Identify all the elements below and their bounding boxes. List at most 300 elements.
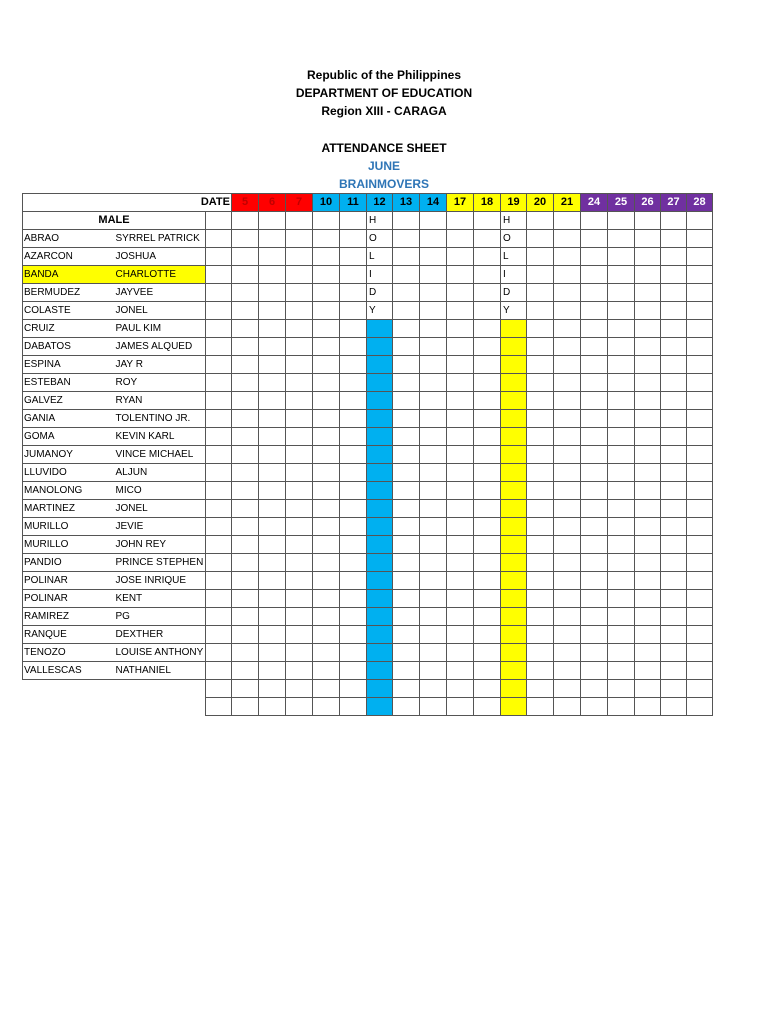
attendance-cell[interactable]: [661, 266, 687, 284]
attendance-cell[interactable]: [635, 356, 661, 374]
attendance-cell[interactable]: [393, 248, 420, 266]
attendance-cell[interactable]: [313, 212, 340, 230]
attendance-cell[interactable]: [687, 446, 713, 464]
attendance-cell[interactable]: [687, 428, 713, 446]
attendance-cell[interactable]: [232, 536, 259, 554]
attendance-cell[interactable]: [286, 626, 313, 644]
attendance-cell[interactable]: [527, 680, 554, 698]
attendance-cell[interactable]: [420, 302, 447, 320]
attendance-cell[interactable]: [232, 320, 259, 338]
attendance-cell[interactable]: [420, 428, 447, 446]
attendance-cell[interactable]: [687, 212, 713, 230]
attendance-cell[interactable]: [313, 482, 340, 500]
attendance-cell[interactable]: [661, 482, 687, 500]
attendance-cell[interactable]: [259, 320, 286, 338]
attendance-cell[interactable]: [206, 662, 232, 680]
attendance-cell[interactable]: [286, 392, 313, 410]
attendance-cell[interactable]: [286, 500, 313, 518]
attendance-cell[interactable]: [206, 608, 232, 626]
attendance-cell[interactable]: [313, 392, 340, 410]
attendance-cell[interactable]: [259, 356, 286, 374]
attendance-cell[interactable]: [527, 266, 554, 284]
attendance-cell[interactable]: [286, 536, 313, 554]
attendance-cell[interactable]: [661, 572, 687, 590]
attendance-cell[interactable]: [340, 572, 367, 590]
attendance-cell[interactable]: [259, 248, 286, 266]
attendance-cell[interactable]: [608, 266, 635, 284]
attendance-cell[interactable]: [581, 644, 608, 662]
attendance-cell[interactable]: [608, 482, 635, 500]
attendance-cell[interactable]: [661, 554, 687, 572]
attendance-cell[interactable]: [340, 212, 367, 230]
attendance-cell[interactable]: [447, 338, 474, 356]
attendance-cell[interactable]: [393, 554, 420, 572]
attendance-cell[interactable]: [608, 212, 635, 230]
attendance-cell[interactable]: [474, 554, 501, 572]
attendance-cell[interactable]: [340, 554, 367, 572]
attendance-cell[interactable]: [313, 680, 340, 698]
attendance-cell[interactable]: [635, 500, 661, 518]
attendance-cell[interactable]: [554, 356, 581, 374]
attendance-cell[interactable]: [687, 230, 713, 248]
attendance-cell[interactable]: [313, 518, 340, 536]
attendance-cell[interactable]: [554, 680, 581, 698]
attendance-cell[interactable]: [259, 428, 286, 446]
attendance-cell[interactable]: [661, 356, 687, 374]
attendance-cell[interactable]: [420, 212, 447, 230]
attendance-cell[interactable]: [232, 284, 259, 302]
attendance-cell[interactable]: [661, 410, 687, 428]
attendance-cell[interactable]: [393, 662, 420, 680]
attendance-cell[interactable]: [206, 626, 232, 644]
attendance-cell[interactable]: [581, 626, 608, 644]
attendance-cell[interactable]: [608, 554, 635, 572]
attendance-cell[interactable]: [286, 356, 313, 374]
attendance-cell[interactable]: [393, 230, 420, 248]
attendance-cell[interactable]: [286, 266, 313, 284]
attendance-cell[interactable]: [393, 518, 420, 536]
attendance-cell[interactable]: [420, 662, 447, 680]
attendance-cell[interactable]: [420, 608, 447, 626]
attendance-cell[interactable]: [608, 500, 635, 518]
attendance-cell[interactable]: [661, 608, 687, 626]
attendance-cell[interactable]: [635, 590, 661, 608]
attendance-cell[interactable]: [635, 428, 661, 446]
attendance-cell[interactable]: [635, 464, 661, 482]
attendance-cell[interactable]: [420, 518, 447, 536]
attendance-cell[interactable]: [340, 518, 367, 536]
attendance-cell[interactable]: [313, 284, 340, 302]
attendance-cell[interactable]: [420, 338, 447, 356]
attendance-cell[interactable]: [340, 482, 367, 500]
attendance-cell[interactable]: [687, 698, 713, 716]
attendance-cell[interactable]: [420, 392, 447, 410]
attendance-cell[interactable]: [232, 374, 259, 392]
attendance-cell[interactable]: [581, 248, 608, 266]
attendance-cell[interactable]: [313, 338, 340, 356]
attendance-cell[interactable]: [554, 230, 581, 248]
attendance-cell[interactable]: [474, 374, 501, 392]
attendance-cell[interactable]: [313, 356, 340, 374]
attendance-cell[interactable]: [687, 464, 713, 482]
attendance-cell[interactable]: [635, 536, 661, 554]
attendance-cell[interactable]: [554, 464, 581, 482]
attendance-cell[interactable]: [687, 392, 713, 410]
attendance-cell[interactable]: [206, 212, 232, 230]
attendance-cell[interactable]: [474, 248, 501, 266]
attendance-cell[interactable]: [286, 698, 313, 716]
attendance-cell[interactable]: [581, 320, 608, 338]
attendance-cell[interactable]: [447, 230, 474, 248]
attendance-cell[interactable]: [527, 518, 554, 536]
attendance-cell[interactable]: [581, 230, 608, 248]
attendance-cell[interactable]: [232, 248, 259, 266]
attendance-cell[interactable]: [687, 626, 713, 644]
attendance-cell[interactable]: [206, 536, 232, 554]
attendance-cell[interactable]: [340, 608, 367, 626]
attendance-cell[interactable]: [420, 248, 447, 266]
attendance-cell[interactable]: [474, 320, 501, 338]
attendance-cell[interactable]: [447, 536, 474, 554]
attendance-cell[interactable]: [420, 626, 447, 644]
attendance-cell[interactable]: [554, 500, 581, 518]
attendance-cell[interactable]: [313, 698, 340, 716]
attendance-cell[interactable]: [581, 518, 608, 536]
attendance-cell[interactable]: [206, 500, 232, 518]
attendance-cell[interactable]: [313, 608, 340, 626]
attendance-cell[interactable]: [393, 608, 420, 626]
attendance-cell[interactable]: [259, 554, 286, 572]
attendance-cell[interactable]: [232, 338, 259, 356]
attendance-cell[interactable]: [232, 626, 259, 644]
attendance-cell[interactable]: [527, 608, 554, 626]
attendance-cell[interactable]: [232, 446, 259, 464]
attendance-cell[interactable]: [447, 608, 474, 626]
attendance-cell[interactable]: [286, 410, 313, 428]
attendance-cell[interactable]: [286, 428, 313, 446]
attendance-cell[interactable]: [447, 590, 474, 608]
attendance-cell[interactable]: [393, 482, 420, 500]
attendance-cell[interactable]: [447, 302, 474, 320]
attendance-cell[interactable]: [527, 392, 554, 410]
attendance-cell[interactable]: [687, 338, 713, 356]
attendance-cell[interactable]: [286, 464, 313, 482]
attendance-cell[interactable]: [581, 482, 608, 500]
attendance-cell[interactable]: [527, 626, 554, 644]
attendance-cell[interactable]: [474, 626, 501, 644]
attendance-cell[interactable]: [393, 500, 420, 518]
attendance-cell[interactable]: [340, 284, 367, 302]
attendance-cell[interactable]: [393, 698, 420, 716]
attendance-cell[interactable]: [420, 410, 447, 428]
attendance-cell[interactable]: [232, 428, 259, 446]
attendance-cell[interactable]: [232, 554, 259, 572]
attendance-cell[interactable]: [393, 356, 420, 374]
attendance-cell[interactable]: [474, 302, 501, 320]
attendance-cell[interactable]: [581, 500, 608, 518]
attendance-cell[interactable]: [420, 464, 447, 482]
attendance-cell[interactable]: [635, 554, 661, 572]
attendance-cell[interactable]: [554, 374, 581, 392]
attendance-cell[interactable]: [527, 248, 554, 266]
attendance-cell[interactable]: [554, 320, 581, 338]
attendance-cell[interactable]: [206, 374, 232, 392]
attendance-cell[interactable]: [661, 680, 687, 698]
attendance-cell[interactable]: [554, 482, 581, 500]
attendance-cell[interactable]: [687, 590, 713, 608]
attendance-cell[interactable]: [286, 248, 313, 266]
attendance-cell[interactable]: [687, 680, 713, 698]
attendance-cell[interactable]: [313, 626, 340, 644]
attendance-cell[interactable]: [206, 410, 232, 428]
attendance-cell[interactable]: [635, 284, 661, 302]
attendance-cell[interactable]: [340, 446, 367, 464]
attendance-cell[interactable]: [687, 266, 713, 284]
attendance-cell[interactable]: [608, 392, 635, 410]
attendance-cell[interactable]: [286, 446, 313, 464]
attendance-cell[interactable]: [313, 320, 340, 338]
attendance-cell[interactable]: [527, 644, 554, 662]
attendance-cell[interactable]: [420, 284, 447, 302]
attendance-cell[interactable]: [661, 662, 687, 680]
attendance-cell[interactable]: [474, 212, 501, 230]
attendance-cell[interactable]: [286, 302, 313, 320]
attendance-cell[interactable]: [447, 392, 474, 410]
attendance-cell[interactable]: [581, 590, 608, 608]
attendance-cell[interactable]: [474, 266, 501, 284]
attendance-cell[interactable]: [447, 482, 474, 500]
attendance-cell[interactable]: [313, 302, 340, 320]
attendance-cell[interactable]: [635, 338, 661, 356]
attendance-cell[interactable]: [554, 284, 581, 302]
attendance-cell[interactable]: [206, 464, 232, 482]
attendance-cell[interactable]: [581, 662, 608, 680]
attendance-cell[interactable]: [393, 284, 420, 302]
attendance-cell[interactable]: [554, 392, 581, 410]
attendance-cell[interactable]: [206, 356, 232, 374]
attendance-cell[interactable]: [608, 446, 635, 464]
attendance-cell[interactable]: [206, 266, 232, 284]
attendance-cell[interactable]: [420, 320, 447, 338]
attendance-cell[interactable]: [581, 554, 608, 572]
attendance-cell[interactable]: [581, 446, 608, 464]
attendance-cell[interactable]: [527, 464, 554, 482]
attendance-cell[interactable]: [635, 572, 661, 590]
attendance-cell[interactable]: [635, 302, 661, 320]
attendance-cell[interactable]: [527, 356, 554, 374]
attendance-cell[interactable]: [286, 572, 313, 590]
attendance-cell[interactable]: [313, 248, 340, 266]
attendance-cell[interactable]: [608, 590, 635, 608]
attendance-cell[interactable]: [635, 482, 661, 500]
attendance-cell[interactable]: [340, 392, 367, 410]
attendance-cell[interactable]: [635, 608, 661, 626]
attendance-cell[interactable]: [474, 590, 501, 608]
attendance-cell[interactable]: [206, 230, 232, 248]
attendance-cell[interactable]: [581, 464, 608, 482]
attendance-cell[interactable]: [608, 356, 635, 374]
attendance-cell[interactable]: [259, 500, 286, 518]
attendance-cell[interactable]: [340, 230, 367, 248]
attendance-cell[interactable]: [554, 410, 581, 428]
attendance-cell[interactable]: [259, 266, 286, 284]
attendance-cell[interactable]: [393, 464, 420, 482]
attendance-cell[interactable]: [527, 536, 554, 554]
attendance-cell[interactable]: [447, 680, 474, 698]
attendance-cell[interactable]: [554, 608, 581, 626]
attendance-cell[interactable]: [581, 266, 608, 284]
attendance-cell[interactable]: [259, 680, 286, 698]
attendance-cell[interactable]: [447, 320, 474, 338]
attendance-cell[interactable]: [420, 500, 447, 518]
attendance-cell[interactable]: [554, 554, 581, 572]
attendance-cell[interactable]: [393, 428, 420, 446]
attendance-cell[interactable]: [259, 302, 286, 320]
attendance-cell[interactable]: [259, 608, 286, 626]
attendance-cell[interactable]: [232, 662, 259, 680]
attendance-cell[interactable]: [340, 248, 367, 266]
attendance-cell[interactable]: [340, 662, 367, 680]
attendance-cell[interactable]: [554, 662, 581, 680]
attendance-cell[interactable]: [447, 500, 474, 518]
attendance-cell[interactable]: [687, 608, 713, 626]
attendance-cell[interactable]: [554, 338, 581, 356]
attendance-cell[interactable]: [474, 698, 501, 716]
attendance-cell[interactable]: [232, 302, 259, 320]
attendance-cell[interactable]: [554, 212, 581, 230]
attendance-cell[interactable]: [447, 644, 474, 662]
attendance-cell[interactable]: [259, 626, 286, 644]
attendance-cell[interactable]: [313, 590, 340, 608]
attendance-cell[interactable]: [259, 518, 286, 536]
attendance-cell[interactable]: [313, 428, 340, 446]
attendance-cell[interactable]: [661, 698, 687, 716]
attendance-cell[interactable]: [661, 374, 687, 392]
attendance-cell[interactable]: [608, 698, 635, 716]
attendance-cell[interactable]: [581, 392, 608, 410]
attendance-cell[interactable]: [581, 680, 608, 698]
attendance-cell[interactable]: [447, 374, 474, 392]
attendance-cell[interactable]: [259, 212, 286, 230]
attendance-cell[interactable]: [608, 662, 635, 680]
attendance-cell[interactable]: [608, 230, 635, 248]
attendance-cell[interactable]: [420, 356, 447, 374]
attendance-cell[interactable]: [474, 680, 501, 698]
attendance-cell[interactable]: [206, 302, 232, 320]
attendance-cell[interactable]: [206, 572, 232, 590]
attendance-cell[interactable]: [340, 464, 367, 482]
attendance-cell[interactable]: [259, 230, 286, 248]
attendance-cell[interactable]: [232, 518, 259, 536]
attendance-cell[interactable]: [447, 356, 474, 374]
attendance-cell[interactable]: [635, 374, 661, 392]
attendance-cell[interactable]: [420, 644, 447, 662]
attendance-cell[interactable]: [447, 464, 474, 482]
attendance-cell[interactable]: [340, 644, 367, 662]
attendance-cell[interactable]: [474, 446, 501, 464]
attendance-cell[interactable]: [259, 374, 286, 392]
attendance-cell[interactable]: [420, 374, 447, 392]
attendance-cell[interactable]: [527, 590, 554, 608]
attendance-cell[interactable]: [313, 536, 340, 554]
attendance-cell[interactable]: [527, 212, 554, 230]
attendance-cell[interactable]: [527, 374, 554, 392]
attendance-cell[interactable]: [661, 320, 687, 338]
attendance-cell[interactable]: [313, 446, 340, 464]
attendance-cell[interactable]: [232, 698, 259, 716]
attendance-cell[interactable]: [554, 302, 581, 320]
attendance-cell[interactable]: [581, 302, 608, 320]
attendance-cell[interactable]: [393, 212, 420, 230]
attendance-cell[interactable]: [608, 608, 635, 626]
attendance-cell[interactable]: [259, 446, 286, 464]
attendance-cell[interactable]: [420, 590, 447, 608]
attendance-cell[interactable]: [259, 662, 286, 680]
attendance-cell[interactable]: [581, 698, 608, 716]
attendance-cell[interactable]: [340, 590, 367, 608]
attendance-cell[interactable]: [340, 338, 367, 356]
attendance-cell[interactable]: [447, 446, 474, 464]
attendance-cell[interactable]: [447, 248, 474, 266]
attendance-cell[interactable]: [286, 284, 313, 302]
attendance-cell[interactable]: [687, 356, 713, 374]
attendance-cell[interactable]: [608, 680, 635, 698]
attendance-cell[interactable]: [206, 446, 232, 464]
attendance-cell[interactable]: [474, 410, 501, 428]
attendance-cell[interactable]: [687, 518, 713, 536]
attendance-cell[interactable]: [608, 464, 635, 482]
attendance-cell[interactable]: [420, 230, 447, 248]
attendance-cell[interactable]: [313, 644, 340, 662]
attendance-cell[interactable]: [608, 338, 635, 356]
attendance-cell[interactable]: [661, 500, 687, 518]
attendance-cell[interactable]: [527, 428, 554, 446]
attendance-cell[interactable]: [313, 230, 340, 248]
attendance-cell[interactable]: [554, 590, 581, 608]
attendance-cell[interactable]: [313, 410, 340, 428]
attendance-cell[interactable]: [393, 302, 420, 320]
attendance-cell[interactable]: [232, 410, 259, 428]
attendance-cell[interactable]: [286, 644, 313, 662]
attendance-cell[interactable]: [340, 536, 367, 554]
attendance-cell[interactable]: [554, 698, 581, 716]
attendance-cell[interactable]: [635, 230, 661, 248]
attendance-cell[interactable]: [527, 662, 554, 680]
attendance-cell[interactable]: [687, 320, 713, 338]
attendance-cell[interactable]: [340, 680, 367, 698]
attendance-cell[interactable]: [661, 518, 687, 536]
attendance-cell[interactable]: [581, 572, 608, 590]
attendance-cell[interactable]: [259, 536, 286, 554]
attendance-cell[interactable]: [687, 644, 713, 662]
attendance-cell[interactable]: [554, 266, 581, 284]
attendance-cell[interactable]: [527, 320, 554, 338]
attendance-cell[interactable]: [340, 356, 367, 374]
attendance-cell[interactable]: [232, 572, 259, 590]
attendance-cell[interactable]: [232, 608, 259, 626]
attendance-cell[interactable]: [581, 356, 608, 374]
attendance-cell[interactable]: [635, 518, 661, 536]
attendance-cell[interactable]: [554, 626, 581, 644]
attendance-cell[interactable]: [420, 536, 447, 554]
attendance-cell[interactable]: [661, 428, 687, 446]
attendance-cell[interactable]: [447, 662, 474, 680]
attendance-cell[interactable]: [286, 608, 313, 626]
attendance-cell[interactable]: [286, 230, 313, 248]
attendance-cell[interactable]: [474, 338, 501, 356]
attendance-cell[interactable]: [474, 356, 501, 374]
attendance-cell[interactable]: [554, 428, 581, 446]
